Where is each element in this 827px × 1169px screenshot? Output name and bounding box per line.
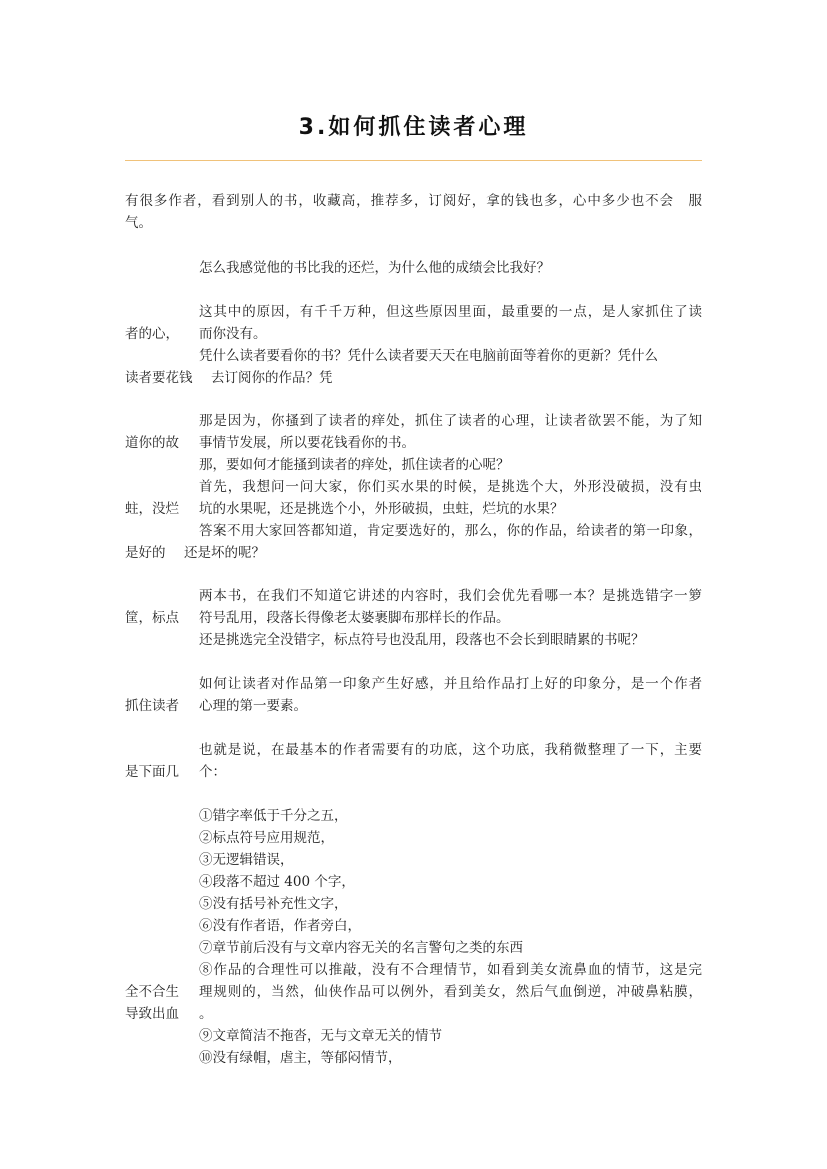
paragraph-line: 气。	[125, 215, 152, 231]
paragraph-line: 是下面几	[125, 764, 179, 780]
paragraph-line: 两本书，在我们不知道它讲述的内容时，我们会优先看哪一本？是挑选错字一箩	[199, 588, 702, 604]
paragraph-line: 符号乱用，段落长得像老太婆裹脚布那样长的作品。	[199, 610, 510, 626]
paragraph-line: 这其中的原因，有千千万种，但这些原因里面，最重要的一点，是人家抓住了读	[199, 304, 702, 320]
list-item-continuation: 理规则的，当然，仙侠作品可以例外，看到美女，然后气血倒逆，冲破鼻粘膜，	[199, 984, 702, 1000]
list-item: ②标点符号应用规范，	[199, 830, 334, 846]
paragraph-line: 蛀，没烂	[125, 501, 179, 517]
paragraph-line: 而你没有。	[199, 326, 267, 342]
list-item: ③无逻辑错误，	[199, 852, 294, 868]
list-item: ①错字率低于千分之五，	[199, 808, 348, 824]
paragraph-line: 也就是说，在最基本的作者需要有的功底，这个功底，我稍微整理了一下，主要	[199, 742, 702, 758]
paragraph-line: 还是挑选完全没错字，标点符号也没乱用，段落也不会长到眼睛累的书呢？	[199, 632, 645, 648]
paragraph-line: 坑的水果呢，还是挑选个小，外形破损，虫蛀，烂坑的水果？	[199, 501, 564, 517]
paragraph-line: 有很多作者，看到别人的书，收藏高，推荐多，订阅好，拿的钱也多，心中多少也不会 服	[125, 193, 702, 209]
list-item: ⑦章节前后没有与文章内容无关的名言警句之类的东西	[199, 940, 523, 956]
list-item: ⑨文章简洁不拖沓，无与文章无关的情节	[199, 1028, 442, 1044]
list-item: ⑤没有括号补充性文字，	[199, 896, 348, 912]
paragraph-line: 事情节发展，所以要花钱看你的书。	[199, 435, 415, 451]
paragraph-line: 首先，我想问一问大家，你们买水果的时候，是挑选个大，外形没破损，没有虫	[199, 479, 702, 495]
list-item-continuation: 导致出血	[125, 1006, 179, 1022]
paragraph-line: 筐，标点	[125, 610, 179, 626]
list-item: ⑩没有绿帽，虐主，等郁闷情节，	[199, 1050, 402, 1066]
paragraph-line: 道你的故	[125, 435, 179, 451]
paragraph-line: 个：	[199, 764, 226, 780]
paragraph-line: 去订阅你的作品？凭	[211, 370, 333, 386]
paragraph-line: 那是因为，你搔到了读者的痒处，抓住了读者的心理，让读者欲罢不能，为了知	[199, 413, 702, 429]
list-item: ⑥没有作者语，作者旁白，	[199, 918, 361, 934]
paragraph-line: 答案不用大家回答都知道，肯定要选好的，那么，你的作品，给读者的第一印象，	[199, 523, 702, 539]
paragraph-line: 抓住读者	[125, 698, 179, 714]
list-item: ⑧作品的合理性可以推敲，没有不合理情节，如看到美女流鼻血的情节，这是完	[199, 962, 702, 978]
paragraph-line: 读者要花钱	[125, 370, 193, 386]
paragraph-line: 如何让读者对作品第一印象产生好感，并且给作品打上好的印象分，是一个作者	[199, 676, 702, 692]
paragraph-line: 是好的	[125, 545, 166, 561]
paragraph-line: 者的心，	[125, 326, 179, 342]
paragraph-line: 还是坏的呢？	[184, 545, 265, 561]
list-item: ④段落不超过 400 个字，	[199, 874, 355, 890]
paragraph-line: 怎么我感觉他的书比我的还烂，为什么他的成绩会比我好？	[199, 260, 550, 276]
list-item-continuation: 全不合生	[125, 984, 179, 1000]
list-item-continuation: 。	[199, 1006, 213, 1022]
title-divider	[125, 160, 702, 161]
paragraph-line: 那，要如何才能搔到读者的痒处，抓住读者的心呢？	[199, 457, 510, 473]
page-title: 3.如何抓住读者心理	[298, 115, 529, 140]
paragraph-line: 心理的第一要素。	[199, 698, 307, 714]
paragraph-line: 凭什么读者要看你的书？凭什么读者要天天在电脑前面等着你的更新？凭什么	[199, 348, 658, 364]
